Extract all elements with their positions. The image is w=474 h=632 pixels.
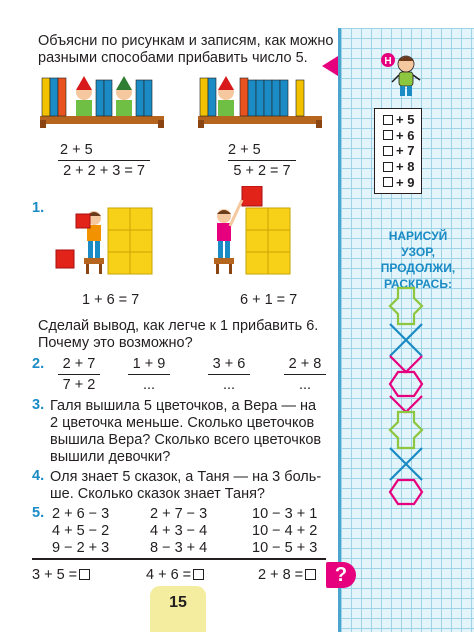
panel-top-band — [338, 0, 474, 28]
task1-conclusion: Почему это возможно? — [38, 335, 193, 351]
draw-task-line: НАРИСУЙ — [388, 229, 448, 243]
task-number: 2. — [32, 356, 45, 372]
equation-text: 2 + 8 = — [258, 567, 304, 583]
task-number: 3. — [32, 397, 45, 413]
pattern-row — [383, 112, 421, 128]
task1-equation-right: 6 + 1 = 7 — [240, 292, 298, 308]
task5-expression: 2 + 7 − 3 — [150, 506, 208, 522]
draw-task-instruction — [368, 228, 468, 292]
task5-expression: 10 − 3 + 1 — [252, 506, 318, 522]
task5-expression: 10 − 4 + 2 — [252, 523, 318, 539]
empty-box-icon — [383, 130, 393, 140]
task-number: 1. — [32, 200, 45, 216]
pattern-row — [383, 159, 421, 175]
pair-top: 2 + 8 — [288, 356, 322, 372]
empty-box-icon — [305, 569, 316, 580]
pair-bottom: ... — [222, 377, 236, 393]
task4-text: ше. Сколько сказок знает Таня? — [50, 486, 265, 502]
help-question-badge: ? — [326, 562, 356, 588]
pair-bottom: ... — [142, 377, 156, 393]
empty-box-icon — [79, 569, 90, 580]
empty-box-icon — [193, 569, 204, 580]
pattern-text: + 9 — [396, 174, 415, 190]
task-number: 4. — [32, 468, 45, 484]
pattern-text: + 8 — [396, 159, 415, 175]
pair-bottom: 7 + 2 — [62, 377, 96, 393]
pair-bottom: ... — [298, 377, 312, 393]
task4-text: Оля знает 5 сказок, а Таня — на 3 боль- — [50, 469, 322, 485]
pattern-row — [383, 128, 421, 144]
bottom-equation — [146, 566, 204, 584]
task2-pair — [284, 355, 326, 394]
task3-text: 2 цветочка меньше. Сколько цветочков — [50, 415, 315, 431]
draw-task-line: УЗОР, — [401, 245, 435, 259]
pattern-box — [374, 108, 422, 194]
equation-text: 4 + 6 = — [146, 567, 192, 583]
task5-expression: 2 + 6 − 3 — [52, 506, 110, 522]
bottom-equation — [258, 566, 316, 584]
task3-text: вышили девочки? — [50, 449, 171, 465]
pair-top: 3 + 6 — [212, 356, 246, 372]
page-number: 15 — [150, 586, 206, 632]
equation-text: 3 + 5 = — [32, 567, 78, 583]
mascot-boy-icon — [380, 50, 424, 102]
separator-line — [32, 558, 326, 560]
pair-top: 1 + 9 — [132, 356, 166, 372]
cubes-scene-left — [54, 186, 164, 276]
task5-expression: 9 − 2 + 3 — [52, 540, 110, 556]
pattern-row — [383, 143, 421, 159]
task5-expression: 10 − 5 + 3 — [252, 540, 318, 556]
fraction-bottom: 2 + 2 + 3 = 7 — [63, 163, 145, 179]
mascot-badge: Н — [384, 56, 392, 67]
task5-expression: 8 − 3 + 4 — [150, 540, 208, 556]
task-number: 5. — [32, 505, 45, 521]
task3-text: вышила Вера? Сколько всего цветочков — [50, 432, 322, 448]
shelf-fraction-right — [228, 141, 296, 180]
bookshelf-scene-right — [196, 70, 326, 128]
empty-box-icon — [383, 177, 393, 187]
empty-box-icon — [383, 115, 393, 125]
cubes-scene-right — [210, 186, 320, 276]
fraction-top: 2 + 5 — [228, 142, 261, 158]
task1-conclusion: Сделай вывод, как легче к 1 прибавить 6. — [38, 318, 319, 334]
pattern-text: + 6 — [396, 127, 415, 143]
task5-expression: 4 + 3 − 4 — [150, 523, 208, 539]
draw-task-line: РАСКРАСЬ: — [384, 277, 452, 291]
draw-task-line: ПРОДОЛЖИ, — [380, 261, 456, 275]
empty-box-icon — [383, 162, 393, 172]
pair-top: 2 + 7 — [62, 356, 96, 372]
shelf-fraction-left — [58, 141, 150, 180]
task2-pair — [128, 355, 170, 394]
intro-line: разными способами прибавить число 5. — [38, 50, 308, 66]
task5-expression: 4 + 5 − 2 — [52, 523, 110, 539]
task2-pair — [58, 355, 100, 394]
task1-equation-left: 1 + 6 = 7 — [82, 292, 140, 308]
bookshelf-scene-left — [38, 70, 168, 128]
fraction-top: 2 + 5 — [60, 142, 93, 158]
bottom-equation — [32, 566, 90, 584]
task2-pair — [208, 355, 250, 394]
pattern-text: + 7 — [396, 143, 415, 159]
task3-text: Галя вышила 5 цветочков, а Вера — на — [50, 398, 317, 414]
intro-line: Объясни по рисункам и записям, как можно — [38, 33, 334, 49]
pattern-row — [383, 174, 421, 190]
zigzag-ornament — [378, 284, 434, 516]
pattern-text: + 5 — [396, 112, 415, 128]
empty-box-icon — [383, 146, 393, 156]
fraction-bottom: 5 + 2 = 7 — [233, 163, 291, 179]
